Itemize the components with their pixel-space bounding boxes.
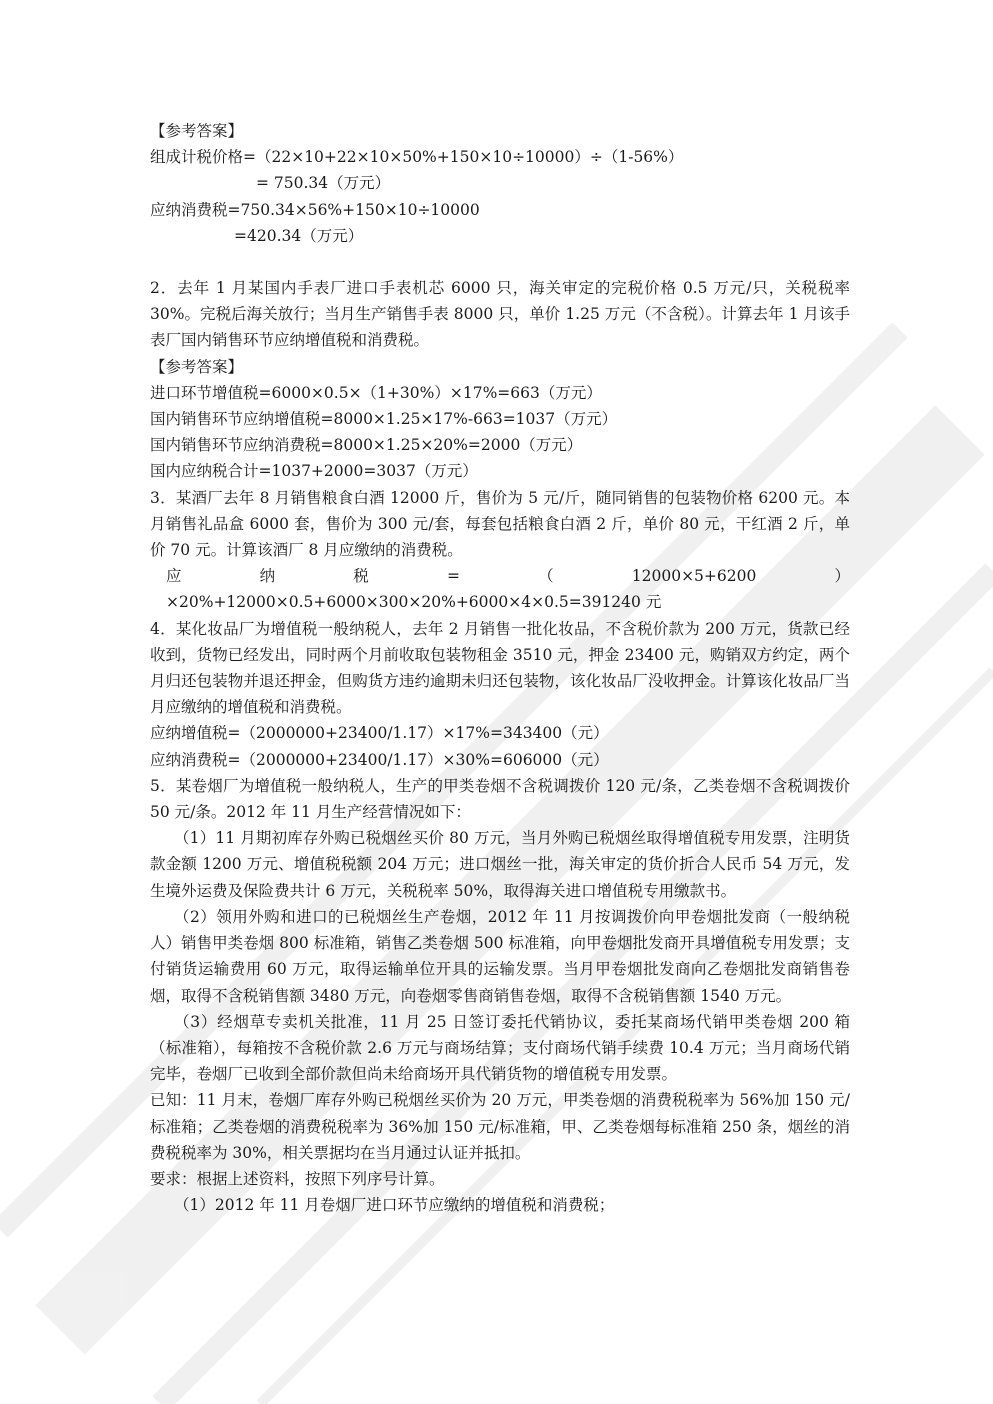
question-5-item: （2）领用外购和进口的已税烟丝生产卷烟，2012 年 11 月按调拨价向甲卷烟批发商（一般纳税人）销售甲类卷烟 800 标准箱，销售乙类卷烟 500 标准箱，向甲卷烟批发商开具增值税专用发票；支付销货运输费用 60 万元，取得运输单位开具的运输发票。当月甲卷烟批发商向乙卷烟批发商销售卷烟，取得不含税销售额 3480 万元，向卷烟零售商销售卷烟，取得不含税销售额 1540 万元。 [150, 907, 850, 1005]
question-5-known: 已知：11 月末，卷烟厂库存外购已税烟丝买价为 20 万元，甲类卷烟的消费税税率为 56%加 150 元/标准箱；乙类卷烟的消费税税率为 36%加 150 元/标准箱，甲、乙类卷烟每标准箱 250 条，烟丝的消费税税率为 30%，相关票据均在当月通过认证并抵扣。 [150, 1091, 850, 1162]
answer-line: 国内销售环节应纳消费税=8000×1.25×20%=2000（万元） [150, 436, 583, 455]
answer-heading: 【参考答案】 [150, 122, 244, 140]
question-3: 3．某酒厂去年 8 月销售粮食白酒 12000 斤，售价为 5 元/斤，随同销售的包装物价格 6200 元。本月销售礼品盒 6000 套，售价为 300 元/套，每套包括粮食白酒 2 斤，单价 80 元，干红酒 2 斤，单价 70 元。计算该酒厂 8 月应缴纳的消费税。 [150, 488, 850, 560]
document-page [150, 118, 850, 1218]
question-5-requirement: 要求：根据上述资料，按照下列序号计算。 [150, 1169, 445, 1188]
answer-line: 组成计税价格=（22×10+22×10×50%+150×10÷10000）÷（1-56%） [150, 148, 684, 167]
answer-line: 应纳增值税=（2000000+23400/1.17）×17%=343400（元） [150, 724, 609, 743]
question-2: 2．去年 1 月某国内手表厂进口手表机芯 6000 只，海关审定的完税价格 0.5 万元/只，关税税率 30%。完税后海关放行；当月生产销售手表 8000 只，单价 1.25 万元（不含税）。计算去年 1 月该手表厂国内销售环节应纳增值税和消费税。 [150, 279, 850, 350]
answer-line: 国内应纳税合计=1037+2000=3037（万元） [150, 462, 478, 481]
question-5-item: （1）11 月期初库存外购已税烟丝买价 80 万元，当月外购已税烟丝取得增值税专用发票，注明货款金额 1200 万元、增值税税额 204 万元；进口烟丝一批，海关审定的货价折合人民币 54 万元，发生境外运费及保险费共计 6 万元，关税税率 50%，取得海关进口增值税专用缴款书。 [150, 829, 850, 900]
answer-line: 进口环节增值税=6000×0.5×（1+30%）×17%=663（万元） [150, 383, 602, 402]
answer-line: =420.34（万元） [234, 226, 364, 245]
answer-heading: 【参考答案】 [150, 357, 244, 376]
answer-line: 应纳消费税=750.34×56%+150×10÷10000 [150, 200, 480, 219]
question-5-requirement-item: （1）2012 年 11 月卷烟厂进口环节应缴纳的增值税和消费税； [174, 1196, 615, 1215]
answer-line: 国内销售环节应纳增值税=8000×1.25×17%-663=1037（万元） [150, 410, 618, 429]
question-4: 4．某化妆品厂为增值税一般纳税人，去年 2 月销售一批化妆品，不含税价款为 200 万元，货款已经收到，货物已经发出，同时两个月前收取包装物租金 3510 元，押金 23400 元，购销双方约定，两个月归还包装物并退还押金，但购货方违约逾期未归还包装物，该化妆品厂没收押金。计算该化妆品厂当月应缴纳的增值税和消费税。 [150, 619, 850, 717]
answer-line: 应纳消费税=（2000000+23400/1.17）×30%=606000（元） [150, 750, 609, 769]
answer-line: 应纳税=（12000×5+6200）×20%+12000×0.5+6000×300×20%+6000×4×0.5=391240 元 [166, 567, 850, 612]
question-5-intro: 5．某卷烟厂为增值税一般纳税人，生产的甲类卷烟不含税调拨价 120 元/条，乙类卷烟不含税调拨价 50 元/条。2012 年 11 月生产经营情况如下： [150, 776, 850, 822]
answer-line: = 750.34（万元） [256, 174, 391, 193]
question-5-item: （3）经烟草专卖机关批准，11 月 25 日签订委托代销协议，委托某商场代销甲类卷烟 200 箱（标准箱），每箱按不含税价款 2.6 万元与商场结算；支付商场代销手续费 10.4 万元；当月商场代销完毕，卷烟厂已收到全部价款但尚未给商场开具代销货物的增值税专用发票。 [150, 1012, 850, 1084]
